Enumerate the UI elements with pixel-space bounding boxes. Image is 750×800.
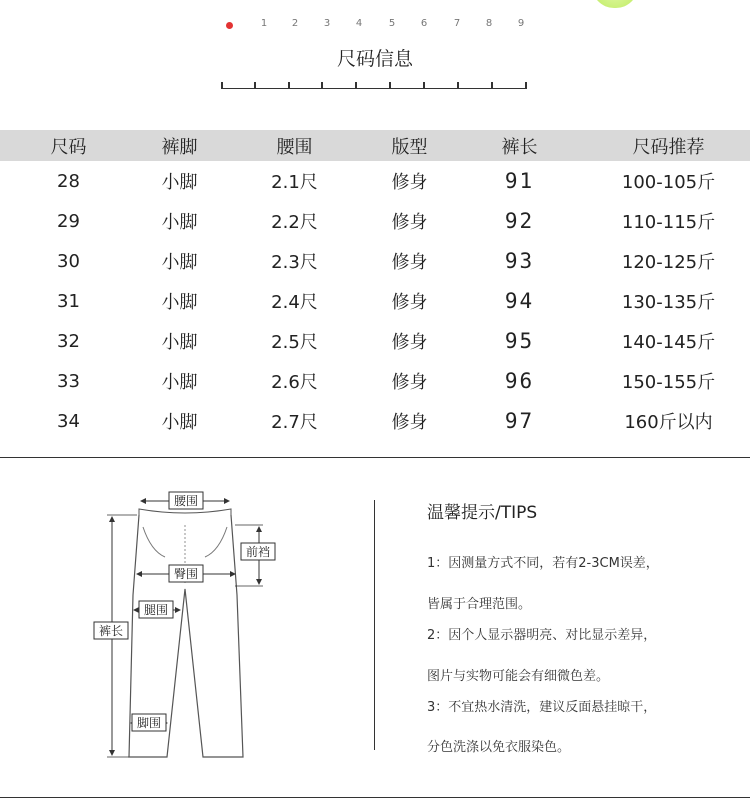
cell-length: 97 (504, 409, 535, 433)
header-size: 尺码 (0, 130, 137, 161)
header-waist: 腰围 (222, 130, 367, 161)
cell-length: 96 (504, 369, 535, 393)
cell-size: 31 (57, 290, 80, 312)
section-title: 尺码信息 (336, 48, 413, 70)
diagram-label-waist: 腰围 (173, 494, 199, 508)
page-number[interactable]: 4 (355, 18, 363, 29)
table-row (0, 361, 750, 401)
tip-line: 2：因个人显示器明亮、对比显示差异， (427, 628, 657, 643)
header-fit: 版型 (367, 130, 452, 161)
size-table (0, 130, 750, 441)
table-row (0, 401, 750, 441)
cell-length: 91 (504, 169, 535, 193)
cell-length: 94 (504, 289, 535, 313)
page-number[interactable]: 3 (323, 18, 331, 29)
diagram-label-length: 裤长 (98, 624, 124, 638)
cell-recommend: 100-105斤 (621, 172, 716, 193)
cell-recommend: 160斤以内 (624, 412, 713, 433)
cell-waist: 2.1尺 (271, 172, 318, 193)
page-number[interactable]: 1 (260, 18, 268, 29)
cell-hem: 小脚 (161, 172, 198, 193)
table-row (0, 241, 750, 281)
cell-size: 34 (57, 410, 80, 432)
tip-line: 1：因测量方式不同，若有2-3CM误差， (427, 556, 659, 571)
cell-fit: 修身 (391, 212, 428, 233)
header-length: 裤长 (452, 130, 587, 161)
cell-recommend: 120-125斤 (621, 252, 716, 273)
page-number[interactable]: 6 (420, 18, 428, 29)
cell-fit: 修身 (391, 412, 428, 433)
cell-recommend: 110-115斤 (621, 212, 716, 233)
diagram-label-hem: 脚围 (136, 716, 162, 730)
header-hem: 裤脚 (137, 130, 222, 161)
cell-fit: 修身 (391, 252, 428, 273)
cell-hem: 小脚 (161, 412, 198, 433)
cell-size: 28 (57, 170, 80, 192)
cell-length: 93 (504, 249, 535, 273)
page-number[interactable]: 9 (517, 18, 525, 29)
cell-fit: 修身 (391, 172, 428, 193)
cell-fit: 修身 (391, 372, 428, 393)
table-header-row (0, 130, 750, 161)
cell-hem: 小脚 (161, 292, 198, 313)
tip-line: 图片与实物可能会有细微色差。 (427, 669, 610, 684)
tips-title: 温馨提示/TIPS (427, 503, 538, 523)
cell-waist: 2.6尺 (271, 372, 318, 393)
cell-hem: 小脚 (161, 332, 198, 353)
section-divider (0, 457, 750, 458)
cell-recommend: 140-145斤 (621, 332, 716, 353)
cell-length: 92 (504, 209, 535, 233)
cell-fit: 修身 (391, 292, 428, 313)
page-number[interactable]: 5 (388, 18, 396, 29)
tip-line: 3：不宜热水清洗，建议反面悬挂晾干， (427, 700, 657, 715)
header-recommend: 尺码推荐 (587, 130, 750, 161)
pants-measurement-diagram (85, 485, 285, 770)
tip-line: 分色洗涤以免衣服染色。 (427, 740, 571, 755)
page-number[interactable]: 2 (291, 18, 299, 29)
diagram-label-hip: 臀围 (173, 567, 199, 581)
bottom-divider (0, 797, 750, 798)
cell-recommend: 130-135斤 (621, 292, 716, 313)
cell-waist: 2.5尺 (271, 332, 318, 353)
diagram-label-thigh: 腿围 (143, 603, 169, 617)
cell-hem: 小脚 (161, 212, 198, 233)
table-row (0, 281, 750, 321)
cell-size: 32 (57, 330, 80, 352)
vertical-divider (374, 500, 375, 750)
diagram-label-rise: 前裆 (245, 545, 271, 559)
decorative-green-blob (592, 0, 638, 8)
page-number[interactable]: 7 (453, 18, 461, 29)
ruler-decoration (221, 80, 527, 89)
cell-hem: 小脚 (161, 252, 198, 273)
cell-size: 29 (57, 210, 80, 232)
cell-waist: 2.4尺 (271, 292, 318, 313)
cell-waist: 2.2尺 (271, 212, 318, 233)
cell-size: 30 (57, 250, 80, 272)
cell-size: 33 (57, 370, 80, 392)
page-indicator (222, 18, 532, 34)
table-row (0, 321, 750, 361)
cell-waist: 2.7尺 (271, 412, 318, 433)
active-page-dot[interactable] (226, 22, 233, 29)
table-row (0, 161, 750, 201)
page-number[interactable]: 8 (485, 18, 493, 29)
cell-waist: 2.3尺 (271, 252, 318, 273)
cell-recommend: 150-155斤 (621, 372, 716, 393)
cell-hem: 小脚 (161, 372, 198, 393)
table-row (0, 201, 750, 241)
cell-fit: 修身 (391, 332, 428, 353)
tip-line: 皆属于合理范围。 (427, 597, 532, 612)
cell-length: 95 (504, 329, 535, 353)
